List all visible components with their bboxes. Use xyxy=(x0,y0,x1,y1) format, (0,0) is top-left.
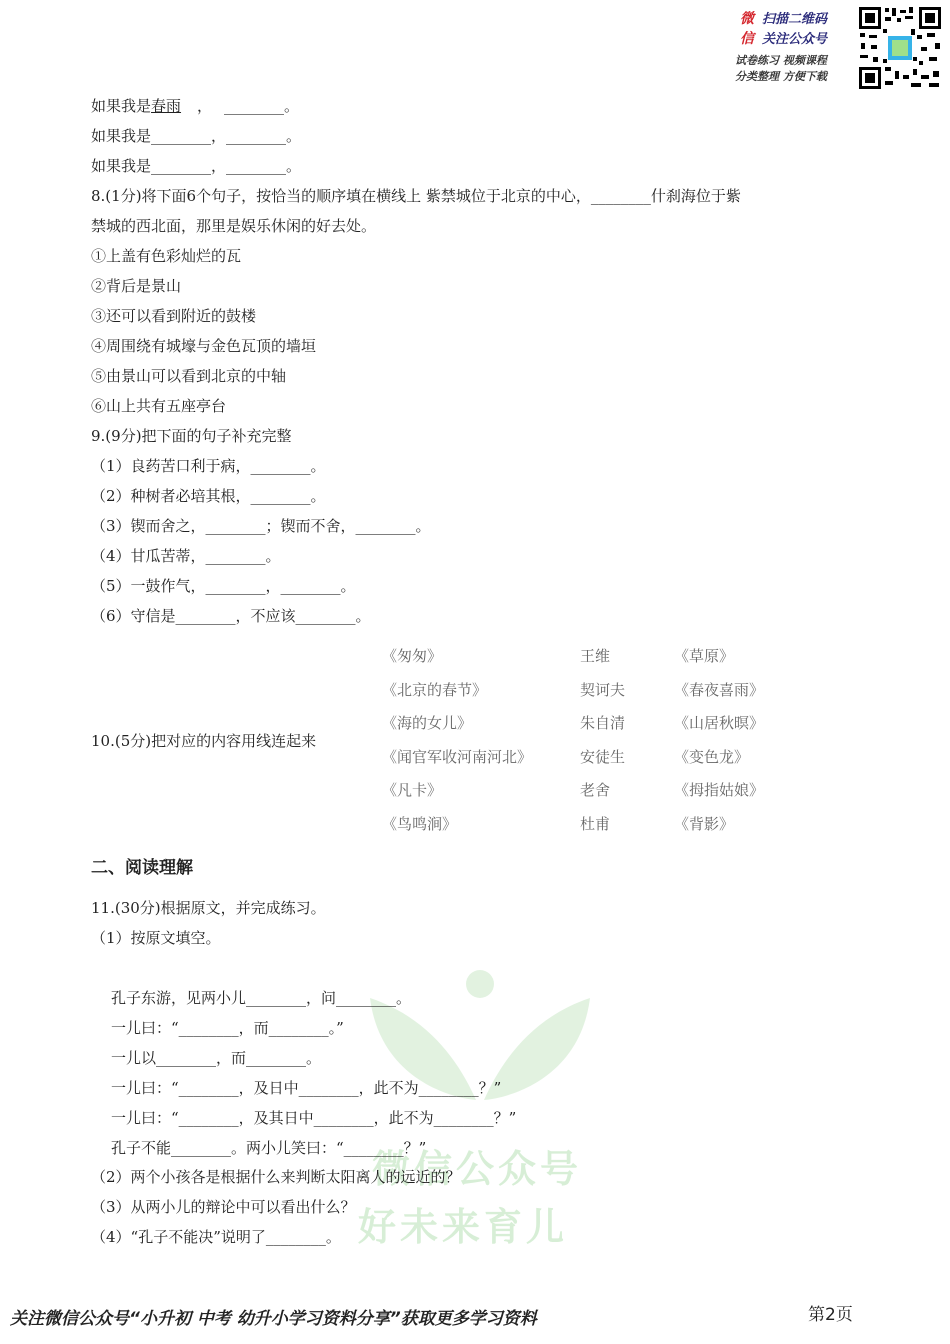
q9-item-4: （4）甘瓜苦蒂，________。 xyxy=(91,547,281,565)
q11-passage-1: 孔子东游，见两小儿________，问________。 xyxy=(111,989,412,1007)
q10-col2-1[interactable]: 王维 xyxy=(580,647,611,665)
q10-col3-4[interactable]: 《变色龙》 xyxy=(674,748,750,766)
q7-blank-2b[interactable]: ________。 xyxy=(226,127,302,145)
q8-line-2: 禁城的西北面，那里是娱乐休闲的好去处。 xyxy=(91,217,377,235)
q8-option-3: ③还可以看到附近的鼓楼 xyxy=(91,307,257,325)
q7-blank-1a[interactable]: 春雨 xyxy=(151,97,182,115)
q11-sub2: （2）两个小孩各是根据什么来判断太阳离人的远近的？ xyxy=(91,1168,461,1186)
q8-option-4: ④周围绕有城壕与金色瓦顶的墙垣 xyxy=(91,337,317,355)
q10-col3-3[interactable]: 《山居秋暝》 xyxy=(674,714,765,732)
watermark-text-2: 好未来育儿 xyxy=(358,1204,569,1249)
q11-passage-2: 一儿曰：“________，而________。” xyxy=(111,1019,344,1037)
q8-line-1: 8.(1分)将下面6个句子，按恰当的顺序填在横线上 紫禁城位于北京的中心，________什刹海位于紫 xyxy=(91,187,741,205)
header-wechat-char2: 信 xyxy=(740,31,754,47)
q7-line-1: 如果我是春雨 ， ________。 xyxy=(91,97,300,115)
header-follow-text: 关注公众号 xyxy=(762,32,828,47)
q10-col3-2[interactable]: 《春夜喜雨》 xyxy=(674,681,765,699)
q8-option-2: ②背后是景山 xyxy=(91,277,182,295)
page-number: 第2页 xyxy=(808,1305,853,1325)
q8-option-6: ⑥山上共有五座亭台 xyxy=(91,397,227,415)
q11-passage-5: 一儿曰：“________，及其日中________，此不为________？” xyxy=(111,1109,517,1127)
q10-col1-2[interactable]: 《北京的春节》 xyxy=(382,681,488,699)
q9-item-5: （5）一鼓作气，________，________。 xyxy=(91,577,356,595)
q7-blank-1b[interactable]: ________。 xyxy=(224,97,300,115)
q10-col3-5[interactable]: 《拇指姑娘》 xyxy=(674,781,765,799)
q9-title: 9.(9分)把下面的句子补充完整 xyxy=(91,427,292,445)
q10-col2-5[interactable]: 老舍 xyxy=(580,781,611,799)
q11-passage-4: 一儿曰：“________，及日中________，此不为________？” xyxy=(111,1079,502,1097)
q9-item-3: （3）锲而舍之，________；锲而不舍，________。 xyxy=(91,517,431,535)
footer-ad-text: 关注微信公众号“小升初 中考 幼升小学习资料分享”获取更多学习资料 xyxy=(10,1309,537,1329)
q10-col2-4[interactable]: 安徒生 xyxy=(580,748,626,766)
q7-blank-3a[interactable]: ________ xyxy=(151,157,212,175)
q9-item-6: （6）守信是________，不应该________。 xyxy=(91,607,371,625)
q7-line-3: 如果我是________，________。 xyxy=(91,157,302,175)
header-scan-text: 扫描二维码 xyxy=(762,12,828,27)
q10-col3-6[interactable]: 《背影》 xyxy=(674,815,735,833)
q10-col2-3[interactable]: 朱自清 xyxy=(580,714,626,732)
q11-passage-3: 一儿以________，而________。 xyxy=(111,1049,322,1067)
q8-option-5: ⑤由景山可以看到北京的中轴 xyxy=(91,367,287,385)
q11-sub4: （4）“孔子不能决”说明了________。 xyxy=(91,1228,341,1246)
q7-blank-2a[interactable]: ________ xyxy=(151,127,212,145)
q11-sub3: （3）从两小儿的辩论中可以看出什么？ xyxy=(91,1198,356,1216)
q9-item-1: （1）良药苦口利于病，________。 xyxy=(91,457,326,475)
q10-col1-5[interactable]: 《凡卡》 xyxy=(382,781,443,799)
q10-title: 10.(5分)把对应的内容用线连起来 xyxy=(91,732,317,750)
watermark-text-1: 微信公众号 xyxy=(372,1146,583,1191)
q7-line-2: 如果我是________，________。 xyxy=(91,127,302,145)
header-wechat-char1: 微 xyxy=(740,11,754,27)
q9-item-2: （2）种树者必培其根，________。 xyxy=(91,487,326,505)
q10-col1-1[interactable]: 《匆匆》 xyxy=(382,647,443,665)
q10-col3-1[interactable]: 《草原》 xyxy=(674,647,735,665)
qr-code[interactable] xyxy=(857,5,943,91)
q10-col1-3[interactable]: 《海的女儿》 xyxy=(382,714,473,732)
q10-col1-4[interactable]: 《闻官军收河南河北》 xyxy=(382,748,533,766)
q10-col1-6[interactable]: 《鸟鸣涧》 xyxy=(382,815,458,833)
q11-title: 11.(30分)根据原文，并完成练习。 xyxy=(91,899,326,917)
section-2-title: 二、阅读理解 xyxy=(91,858,193,878)
q7-blank-3b[interactable]: ________。 xyxy=(226,157,302,175)
header-line3: 试卷练习 视频课程 xyxy=(735,54,827,67)
q10-col2-2[interactable]: 契诃夫 xyxy=(580,681,626,699)
q8-option-1: ①上盖有色彩灿烂的瓦 xyxy=(91,247,242,265)
q10-col2-6[interactable]: 杜甫 xyxy=(580,815,611,833)
q11-passage-6: 孔子不能________。两小儿笑曰：“________？” xyxy=(111,1139,427,1157)
q11-sub1: （1）按原文填空。 xyxy=(91,929,221,947)
header-line4: 分类整理 方便下载 xyxy=(735,70,827,83)
